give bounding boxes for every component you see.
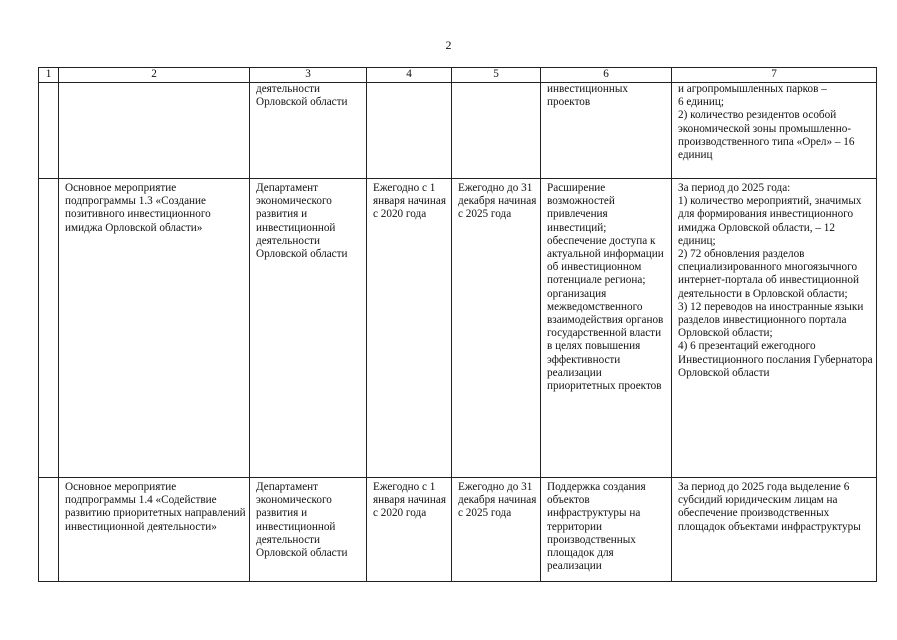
- row-number-cell: [39, 478, 59, 582]
- executor-cell: Департамент экономического развития и инвестиционной деятельности Орловской области: [250, 478, 367, 582]
- end-date-cell: Ежегодно до 31 декабря начиная с 2025 года: [452, 179, 541, 478]
- activity-name-cell: Основное мероприятие подпрограммы 1.3 «Создание позитивного инвестиционного имиджа Орловской области»: [59, 179, 250, 478]
- start-date-cell: Ежегодно с 1 января начиная с 2020 года: [367, 478, 452, 582]
- table-row: [39, 478, 877, 582]
- row-number-cell: [39, 83, 59, 179]
- expected-result-cell: инвестиционных проектов: [541, 83, 672, 179]
- activity-name-cell: Основное мероприятие подпрограммы 1.4 «Содействие развитию приоритетных направлений инвестиционной деятельности»: [59, 478, 250, 582]
- start-date-cell: [367, 83, 452, 179]
- start-date-cell: Ежегодно с 1 января начиная с 2020 года: [367, 179, 452, 478]
- indicator-cell: и агропромышленных парков – 6 единиц; 2) количество резидентов особой экономической зоны промышленно-производственного типа «Орел» – 16 единиц: [672, 83, 877, 179]
- table-header-row: [39, 68, 877, 83]
- column-header-1: 1: [39, 68, 59, 83]
- column-header-5: 5: [452, 68, 541, 83]
- expected-result-cell: Расширение возможностей привлечения инвестиций; обеспечение доступа к актуальной информации об инвестиционном потенциале региона; организация межведомственного взаимодействия органов государственной власти в целях повышения эффективности реализации приоритетных проектов: [541, 179, 672, 478]
- column-header-4: 4: [367, 68, 452, 83]
- executor-cell: деятельности Орловской области: [250, 83, 367, 179]
- column-header-2: 2: [59, 68, 250, 83]
- indicator-cell: За период до 2025 года выделение 6 субсидий юридическим лицам на обеспечение производственных площадок объектами инфраструктуры: [672, 478, 877, 582]
- row-number-cell: [39, 179, 59, 478]
- indicator-cell: За период до 2025 года: 1) количество мероприятий, значимых для формирования инвестиционного имиджа Орловской области, – 12 единиц; 2) 72 обновления разделов специализированного многоязычного интернет-портала об инвестиционной деятельности в Орловской области; 3) 12 переводов на иностранные языки разделов инвестиционного портала Орловской области; 4) 6 презентаций ежегодного Инвестиционного послания Губернатора Орловской области: [672, 179, 877, 478]
- end-date-cell: Ежегодно до 31 декабря начиная с 2025 года: [452, 478, 541, 582]
- column-header-6: 6: [541, 68, 672, 83]
- table-row: [39, 179, 877, 478]
- expected-result-cell: Поддержка создания объектов инфраструктуры на территории производственных площадок для реализации: [541, 478, 672, 582]
- program-activities-table: [38, 67, 877, 582]
- page-number: 2: [445, 38, 452, 52]
- column-header-7: 7: [672, 68, 877, 83]
- end-date-cell: [452, 83, 541, 179]
- executor-cell: Департамент экономического развития и инвестиционной деятельности Орловской области: [250, 179, 367, 478]
- table-row: [39, 83, 877, 179]
- activity-name-cell: [59, 83, 250, 179]
- column-header-3: 3: [250, 68, 367, 83]
